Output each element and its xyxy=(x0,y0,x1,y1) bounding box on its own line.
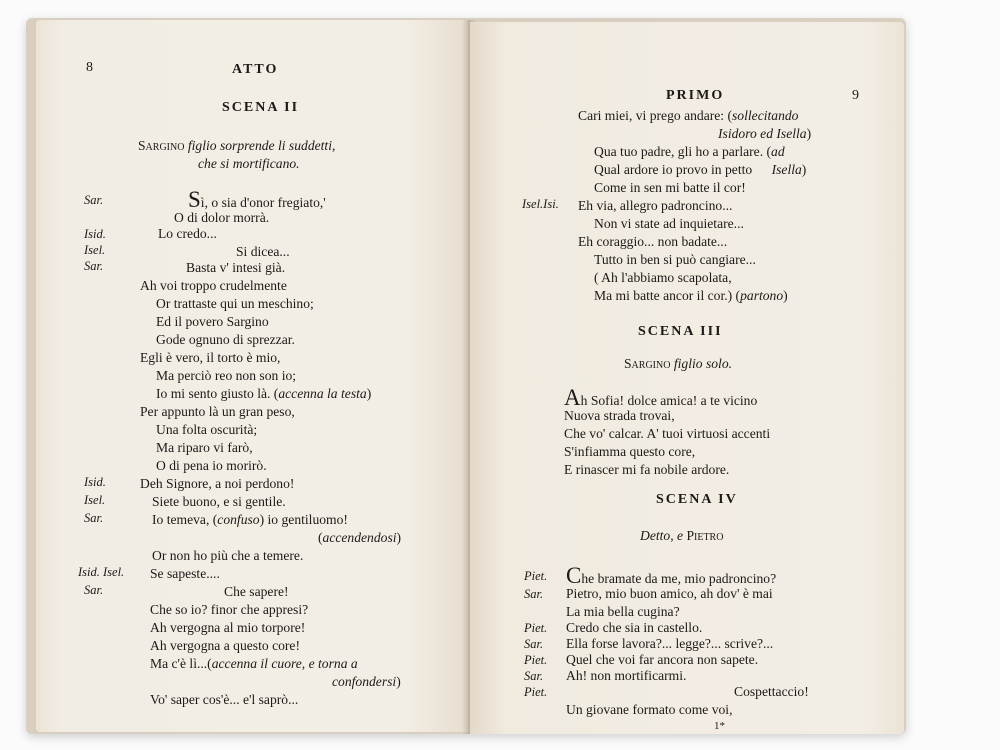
verse-line: Sì, o sia d'onor fregiato,' xyxy=(188,187,326,212)
speaker-label: Isid. Isel. xyxy=(78,565,125,579)
verse-line: La mia bella cugina? xyxy=(566,604,680,619)
verse-line: Ma mi batte ancor il cor.) (partono) xyxy=(594,288,788,303)
verse-line: Non vi state ad inquietare... xyxy=(594,216,744,231)
verse-line: Gode ognuno di sprezzar. xyxy=(156,332,295,347)
verse-line: Or non ho più che a temere. xyxy=(152,548,304,563)
signature-mark: 1* xyxy=(714,720,725,732)
verse-line: O di pena io morirò. xyxy=(156,458,267,473)
speaker-label: Sar. xyxy=(84,259,104,273)
verse-line: Se sapeste.... xyxy=(150,566,220,581)
page-number: 9 xyxy=(852,88,859,103)
speaker-label: Sar. xyxy=(84,511,104,525)
verse-line: Ma riparo vi farò, xyxy=(156,440,253,455)
verse-line: Quel che voi far ancora non sapete. xyxy=(566,652,759,667)
verse-line: Io temeva, (confuso) io gentiluomo! xyxy=(152,512,348,527)
verse-line: Credo che sia in castello. xyxy=(566,620,703,635)
verse-line: Ma c'è lì...(accenna il cuore, e torna a xyxy=(150,656,358,671)
verse-line: Basta v' intesi già. xyxy=(186,260,286,275)
speaker-label: Isel.Isi. xyxy=(522,197,559,211)
speaker-label: Piet. xyxy=(524,685,548,699)
bleed-through xyxy=(156,100,168,134)
verse-line: Eh coraggio... non badate... xyxy=(578,234,728,249)
stage-direction-line2: che si mortificano. xyxy=(198,156,300,171)
scene-title: SCENA II xyxy=(222,100,300,115)
drop-cap: C xyxy=(566,563,582,588)
verse-line: Per appunto là un gran peso, xyxy=(140,404,295,419)
verse-line: Tutto in ben si può cangiare... xyxy=(594,252,756,267)
verse-line: Cospettaccio! xyxy=(734,684,809,699)
verse-line: Qua tuo padre, gli ho a parlare. (ad xyxy=(594,144,785,159)
verse-line: Or trattaste qui un meschino; xyxy=(156,296,314,311)
speaker-label: Isid. xyxy=(84,475,106,489)
verse-line: Come in sen mi batte il cor! xyxy=(594,180,746,195)
verse-line: (accendendosi) xyxy=(318,530,402,545)
verse-line: Un giovane formato come voi, xyxy=(566,702,733,717)
page-number: 8 xyxy=(86,60,93,75)
verse-line: Eh via, allegro padroncino... xyxy=(578,198,733,213)
speaker-label: Sar. xyxy=(524,587,544,601)
stage-direction: Sargino figlio solo. xyxy=(624,356,733,371)
speaker-label: Piet. xyxy=(524,569,548,583)
verse-line: Isidoro ed Isella) xyxy=(718,126,812,141)
verse-line: Ah vergogna a questo core! xyxy=(150,638,300,653)
verse-line: Ah voi troppo crudelmente xyxy=(140,278,287,293)
verse-line: Pietro, mio buon amico, ah dov' è mai xyxy=(566,586,773,601)
scene-title: SCENA IV xyxy=(656,492,738,507)
verse-line: Che so io? finor che appresi? xyxy=(150,602,309,617)
verse-line: Siete buono, e si gentile. xyxy=(152,494,286,509)
character-name: Sargino xyxy=(624,356,671,371)
verse-line: Ah vergogna al mio torpore! xyxy=(150,620,306,635)
right-page xyxy=(470,22,904,734)
stage-direction: Sargino figlio sorprende li suddetti, xyxy=(138,138,336,153)
speaker-label: Isid. xyxy=(84,227,106,241)
verse-line: Vo' saper cos'è... e'l saprò... xyxy=(150,692,299,707)
speaker-label: Sar. xyxy=(84,193,104,207)
speaker-label: Isel. xyxy=(84,243,106,257)
verse-line: Nuova strada trovai, xyxy=(564,408,675,423)
scene-title: SCENA III xyxy=(638,324,723,339)
drop-cap: S xyxy=(188,187,201,212)
verse-line: Che sapere! xyxy=(224,584,289,599)
drop-cap: A xyxy=(564,385,581,410)
speaker-label: Sar. xyxy=(524,637,544,651)
verse-line: O di dolor morrà. xyxy=(174,210,270,225)
speaker-label: Sar. xyxy=(524,669,544,683)
verse-line: Lo credo... xyxy=(158,226,217,241)
verse-line: ( Ah l'abbiamo scapolata, xyxy=(594,270,732,285)
verse-line: S'infiamma questo core, xyxy=(564,444,696,459)
verse-line: Egli è vero, il torto è mio, xyxy=(140,350,281,365)
verse-line: Ah! non mortificarmi. xyxy=(566,668,687,683)
verse-line: Che vo' calcar. A' tuoi virtuosi accenti xyxy=(564,426,771,441)
verse-line: Io mi sento giusto là. (accenna la testa) xyxy=(156,386,372,401)
verse-line: confondersi) xyxy=(332,674,401,689)
running-head: ATTO xyxy=(232,62,279,77)
verse-line: Ed il povero Sargino xyxy=(156,314,269,329)
character-name: Sargino xyxy=(138,138,185,153)
verse-line: Ah Sofia! dolce amica! a te vicino xyxy=(564,385,758,410)
speaker-label: Piet. xyxy=(524,653,548,667)
running-head: PRIMO xyxy=(666,88,725,103)
verse-line: Deh Signore, a noi perdono! xyxy=(140,476,295,491)
speaker-label: Isel. xyxy=(84,493,106,507)
verse-line: Che bramate da me, mio padroncino? xyxy=(566,563,777,588)
speaker-label: Piet. xyxy=(524,621,548,635)
verse-line: Ella forse lavora?... legge?... scrive?... xyxy=(566,636,774,651)
verse-line: Una folta oscurità; xyxy=(156,422,258,437)
verse-line: E rinascer mi fa nobile ardore. xyxy=(564,462,730,477)
speaker-label: Sar. xyxy=(84,583,104,597)
verse-line: Qual ardore io provo in petto Isella) xyxy=(594,162,807,177)
left-page xyxy=(36,20,468,732)
verse-line: Cari miei, vi prego andare: (sollecitando xyxy=(578,108,799,123)
verse-line: Ma perciò reo non son io; xyxy=(156,368,297,383)
character-name: Pietro xyxy=(686,528,724,543)
stage-direction: Detto, e Pietro xyxy=(640,528,724,543)
verse-line: Si dicea... xyxy=(236,244,290,259)
